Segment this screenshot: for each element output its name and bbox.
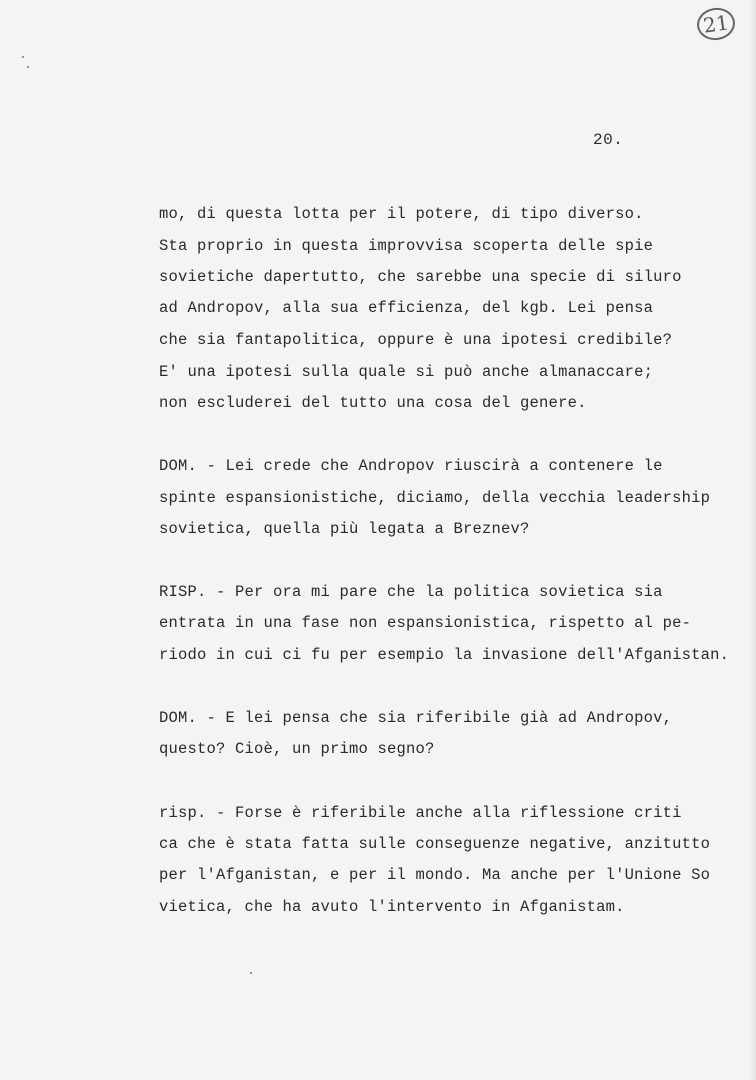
text-line: per l'Afganistan, e per il mondo. Ma anche per l'Unione So — [159, 866, 711, 884]
text-line: questo? Cioè, un primo segno? — [159, 740, 435, 758]
text-line: DOM. - E lei pensa che sia riferibile già ad Andropov, — [159, 709, 673, 727]
text-line: che sia fantapolitica, oppure è una ipotesi credibile? — [159, 331, 673, 349]
text-line: vietica, che ha avuto l'intervento in Afganistam. — [159, 898, 625, 916]
text-line: sovietiche dapertutto, che sarebbe una specie di siluro — [159, 268, 682, 286]
text-line: ca che è stata fatta sulle conseguenze negative, anzitutto — [159, 835, 711, 853]
page-number: 20. — [593, 131, 624, 149]
text-line: riodo in cui ci fu per esempio la invasione dell'Afganistan. — [159, 646, 730, 664]
scan-speck — [250, 972, 252, 974]
text-line: RISP. - Per ora mi pare che la politica sovietica sia — [159, 583, 663, 601]
text-line: Sta proprio in questa improvvisa scoperta delle spie — [159, 237, 654, 255]
text-line: ad Andropov, alla sua efficienza, del kgb. Lei pensa — [159, 299, 654, 317]
text-line: sovietica, quella più legata a Breznev? — [159, 520, 530, 538]
text-line: spinte espansionistiche, diciamo, della vecchia leadership — [159, 489, 711, 507]
text-line: mo, di questa lotta per il potere, di tipo diverso. — [159, 205, 644, 223]
archive-stamp: 21 — [695, 6, 737, 43]
text-line: non escluderei del tutto una cosa del genere. — [159, 394, 587, 412]
scan-speck — [27, 66, 29, 68]
text-line: entrata in una fase non espansionistica, rispetto al pe- — [159, 614, 692, 632]
text-line: DOM. - Lei crede che Andropov riuscirà a contenere le — [159, 457, 663, 475]
text-line: E' una ipotesi sulla quale si può anche almanaccare; — [159, 363, 654, 381]
text-line: risp. - Forse è riferibile anche alla riflessione criti — [159, 804, 682, 822]
scan-speck — [22, 56, 24, 58]
